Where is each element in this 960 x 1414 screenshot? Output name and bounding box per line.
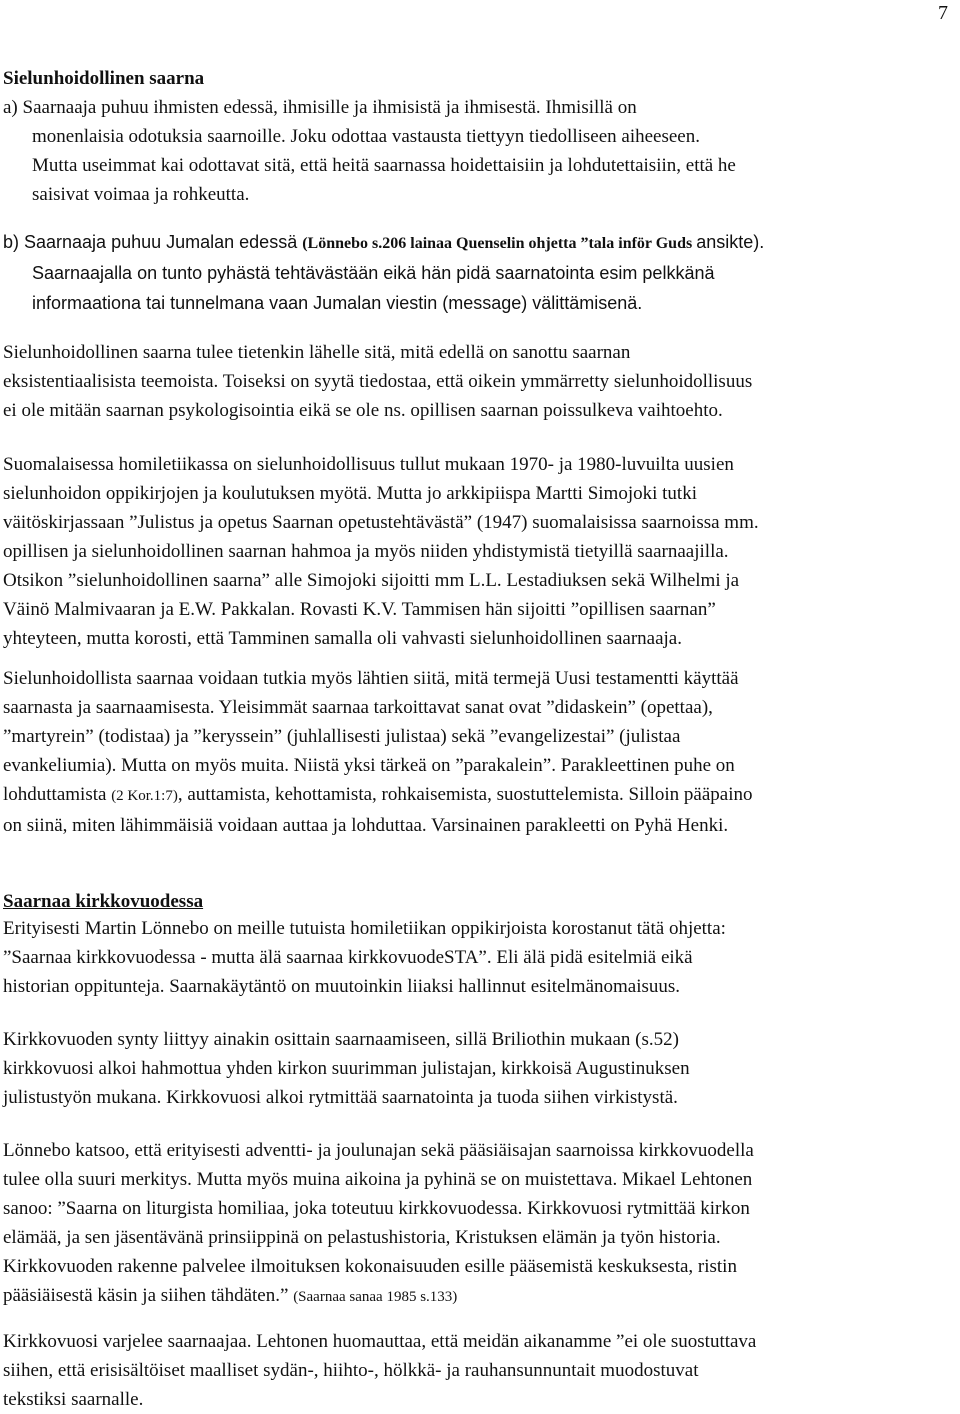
text-line: Väinö Malmivaaran ja E.W. Pakkalan. Rovasti K.V. Tammisen hän sijoitti ”opillisen saarnan” [3, 599, 716, 620]
bible-citation: (2 Kor.1:7) [111, 788, 178, 804]
item-a-paragraph [3, 93, 955, 209]
item-b-line [3, 228, 955, 258]
text-line: Otsikon ”sielunhoidollinen saarna” alle Simojoki sijoitti mm L.L. Lestadiuksen sekä Wilhelmi ja [3, 570, 740, 591]
text-line: sanoo: ”Saarna on liturgista homiliaa, joka toteutuu kirkkovuodessa. Kirkkovuosi rytmittää kirkon [3, 1198, 750, 1219]
text-segment: , auttamista, kehottamista, rohkaisemista, suostuttelemista. Silloin pääpaino [177, 784, 753, 805]
paragraph-suomalaisessa-homiletiikassa [3, 450, 955, 653]
item-a-line: saisivat voimaa ja rohkeutta. [32, 184, 250, 205]
text-line: tulee olla suuri merkitys. Mutta myös muina aikoina ja pyhinä se on muistettava. Mikael Lehtonen [3, 1169, 753, 1190]
section-heading-saarnaa-kirkkovuodessa: Saarnaa kirkkovuodessa [3, 891, 204, 912]
text-line: yhteyteen, mutta korosti, että Tamminen samalla oli vahvasti sielunhoidollinen saarnaaja. [3, 628, 682, 649]
text-line: ”martyrein” (todistaa) ja ”keryssein” (juhlallisesti julistaa) sekä ”evangelizestai” (julistaa [3, 726, 681, 747]
item-a-line: monenlaisia odotuksia saarnoille. Joku odottaa vastausta tiettyyn tiedolliseen aiheeseen. [32, 126, 700, 147]
text-line: eksistentiaalisista teemoista. Toiseksi on syytä tiedostaa, että oikein ymmärretty sielunhoidollisuus [3, 371, 753, 392]
text-line: kirkkovuosi alkoi hahmottua yhden kirkon suurimman julistajan, kirkkoisä Augustinuksen [3, 1058, 690, 1079]
text-segment: pääsiäisestä käsin ja siihen tähdäten.” [3, 1285, 294, 1306]
text-line: Kirkkovuoden rakenne palvelee ilmoituksen kokonaisuuden esille pääsemistä keskuksesta, ristin [3, 1256, 737, 1277]
section-heading-sielunhoidollinen: Sielunhoidollinen saarna [3, 68, 205, 89]
text-line: Sielunhoidollista saarnaa voidaan tutkia myös lähtien siitä, mitä termejä Uusi testamentti käyttää [3, 668, 739, 689]
item-b-end: ansikte). [696, 232, 765, 252]
text-line: Kirkkovuoden synty liittyy ainakin osittain saarnaamiseen, sillä Briliothin mukaan (s.52) [3, 1029, 679, 1050]
text-line: sielunhoidon oppikirjojen ja koulutuksen myötä. Mutta jo arkkipiispa Martti Simojoki tutki [3, 483, 697, 504]
item-b-line: Saarnaajalla on tunto pyhästä tehtävästään eikä hän pidä saarnatointa esim pelkkänä [32, 263, 715, 283]
text-line: evankeliumia). Mutta on myös muita. Niistä yksi tärkeä on ”parakalein”. Parakleettinen puhe on [3, 755, 735, 776]
item-b-citation: (Lönnebo s.206 lainaa Quenselin ohjetta ”tala inför Guds [302, 235, 697, 252]
text-line [3, 780, 955, 811]
paragraph-kirkkovuosi-varjelee [3, 1327, 955, 1414]
paragraph-sielunhoidollista-saarnaa [3, 664, 955, 840]
text-line: ”Saarnaa kirkkovuodessa - mutta älä saarnaa kirkkovuodeSTA”. Eli älä pidä esitelmiä eikä [3, 947, 693, 968]
paragraph-kirkkovuoden-synty [3, 1025, 955, 1112]
paragraph-sielunhoidollinen-saarna [3, 338, 955, 425]
text-line: opillisen ja sielunhoidollinen saarnan hahmoa ja myös niiden yhdistymistä tietyillä saarnaajilla. [3, 541, 729, 562]
text-line: Suomalaisessa homiletiikassa on sielunhoidollisuus tullut mukaan 1970- ja 1980-luvuilta uusien [3, 454, 734, 475]
paragraph-lonnebo-katsoo [3, 1136, 955, 1312]
text-line: elämää, ja sen jäsentävänä prinsiippinä on pelastushistoria, Kristuksen elämän ja työn historia. [3, 1227, 721, 1248]
item-b-line: informaationa tai tunnelmana vaan Jumalan viestin (message) välittämisenä. [32, 293, 643, 313]
text-line: Lönnebo katsoo, että erityisesti adventti- ja joulunajan sekä pääsiäisajan saarnoissa kirkkovuodella [3, 1140, 754, 1161]
item-b-start: b) Saarnaaja puhuu Jumalan edessä [3, 232, 303, 252]
text-line: Sielunhoidollinen saarna tulee tietenkin lähelle sitä, mitä edellä on sanottu saarnan [3, 342, 631, 363]
item-a-line: a) Saarnaaja puhuu ihmisten edessä, ihmisille ja ihmisistä ja ihmisestä. Ihmisillä on [3, 97, 637, 118]
text-line: saarnasta ja saarnaamisesta. Yleisimmät saarnaa tarkoittavat sanat ovat ”didaskein” (opettaa), [3, 697, 713, 718]
text-line: väitöskirjassaan ”Julistus ja opetus Saarnan opetustehtävästä” (1947) suomalaisissa saarnoissa mm. [3, 512, 759, 533]
text-line: siihen, että erisisältöiset maalliset sydän-, hiihto-, hölkkä- ja rauhansunnuntait muodostuvat [3, 1360, 699, 1381]
paragraph-erityisesti-lonnebo [3, 914, 955, 1001]
text-line: ei ole mitään saarnan psykologisointia eikä se ole ns. opillisen saarnan poissulkeva vaihtoehto. [3, 400, 723, 421]
text-line: tekstiksi saarnalle. [3, 1389, 144, 1410]
page-number: 7 [938, 2, 948, 24]
text-line: Kirkkovuosi varjelee saarnaajaa. Lehtonen huomauttaa, että meidän aikanamme ”ei ole suostuttava [3, 1331, 757, 1352]
text-line: on siinä, miten lähimmäisiä voidaan auttaa ja lohduttaa. Varsinainen parakleetti on Pyhä Henki. [3, 815, 729, 836]
text-line: julistustyön mukana. Kirkkovuosi alkoi rytmittää saarnatointa ja tuoda siihen virkistystä. [3, 1087, 678, 1108]
text-segment: lohduttamista [3, 784, 112, 805]
text-line [3, 1281, 955, 1312]
item-a-line: Mutta useimmat kai odottavat sitä, että heitä saarnassa hoidettaisiin ja lohdutettaisiin, että he [32, 155, 736, 176]
item-b-paragraph [3, 228, 955, 318]
source-citation: (Saarnaa sanaa 1985 s.133) [293, 1289, 458, 1305]
text-line: historian oppitunteja. Saarnakäytäntö on muutoinkin liiaksi hallinnut esitelmänomaisuus. [3, 976, 681, 997]
text-line: Erityisesti Martin Lönnebo on meille tutuista homiletiikan oppikirjoista korostanut tätä ohjetta: [3, 918, 726, 939]
